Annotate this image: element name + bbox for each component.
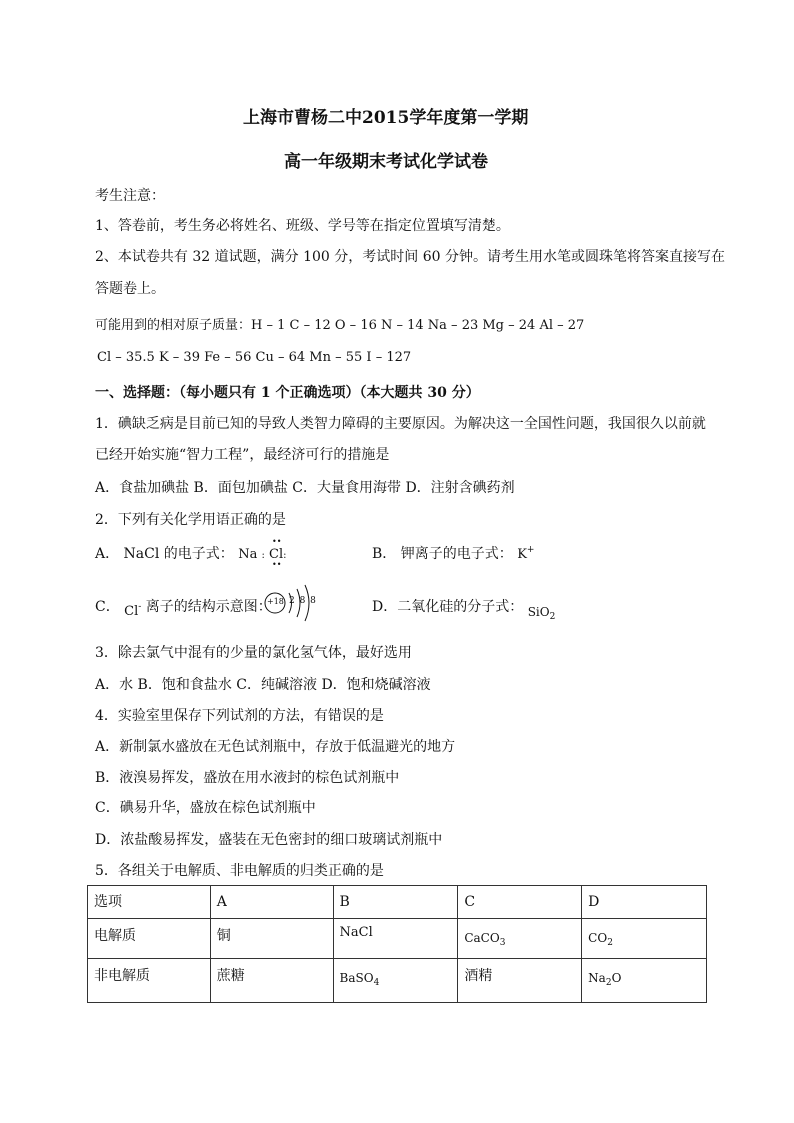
q2-option-c-label: C． <box>95 599 120 615</box>
table-cell: 电解质 <box>88 919 211 959</box>
table-cell: NaCl <box>333 919 458 959</box>
co2-formula: CO <box>588 931 608 945</box>
table-cell: 酒精 <box>458 959 582 1003</box>
exam-title-1: 上海市曹杨二中2015学年度第一学期 <box>243 108 529 128</box>
q2-option-a <box>95 537 287 569</box>
table-cell: 非电解质 <box>88 959 211 1003</box>
table-header-cell: 选项 <box>88 886 211 919</box>
table-header-cell: C <box>458 886 582 919</box>
table-cell: 蔗糖 <box>210 959 333 1003</box>
table-header-cell: D <box>582 886 707 919</box>
q1-stem-b: 已经开始实施“智力工程”，最经济可行的措施是 <box>95 447 390 463</box>
na-symbol: Na <box>238 547 258 562</box>
sio2-formula <box>527 605 556 622</box>
table-cell <box>582 919 707 959</box>
notice-item-2b: 答题卷上。 <box>95 281 165 297</box>
notice-item-2a: 2、本试卷共有 32 道试题，满分 100 分，考试时间 60 分钟。请考生用水笔或圆珠笔将答案直接写在 <box>95 249 725 265</box>
table-cell <box>333 959 458 1003</box>
notice-item-1: 1、答卷前，考生务必将姓名、班级、学号等在指定位置填写清楚。 <box>95 218 510 234</box>
atomic-masses-line-2: Cl – 35.5 K – 39 Fe – 56 Cu – 64 Mn – 55 I – 127 <box>97 350 412 365</box>
section-1-heading: 一、选择题：（每小题只有 1 个正确选项）（本大题共 30 分） <box>95 385 480 401</box>
q1-options: A．食盐加碘盐 B．面包加碘盐 C．大量食用海带 D．注射含碘药剂 <box>95 480 515 496</box>
table-header-row <box>88 886 707 919</box>
q2-option-d <box>372 596 556 622</box>
atomic-masses-line-1: 可能用到的相对原子质量：H – 1 C – 12 O – 16 N – 14 Na – 23 Mg – 24 Al – 27 <box>95 318 585 333</box>
table-cell <box>458 919 582 959</box>
q4-option-b: B．液溴易挥发，盛放在用水液封的棕色试剂瓶中 <box>95 770 400 786</box>
cl-ion-charge-icon: - <box>138 602 142 612</box>
table-cell: $Na_2O$ <box>582 959 707 1003</box>
cl-ion-label <box>124 604 141 619</box>
electron-dots-bottom-icon: •• <box>272 560 282 569</box>
cl-ion-symbol: Cl <box>124 604 139 619</box>
q2-option-b-label: B． 钾离子的电子式： <box>372 546 513 562</box>
q3-options: A．水 B．饱和食盐水 C．纯碱溶液 D．饱和烧碱溶液 <box>95 677 431 693</box>
q2-option-c <box>95 596 272 619</box>
q4-option-c: C．碘易升华，盛放在棕色试剂瓶中 <box>95 800 316 816</box>
table-header-cell: B <box>333 886 458 919</box>
k-symbol: K <box>517 547 527 562</box>
table-row <box>88 959 707 1003</box>
cl-lewis-symbol <box>269 537 287 569</box>
q2-option-b <box>372 543 534 563</box>
k-ion-formula <box>517 547 534 562</box>
table-header-cell: A <box>210 886 333 919</box>
q4-stem: 4．实验室里保存下列试剂的方法，有错误的是 <box>95 708 384 724</box>
subscript-2: 2 <box>607 938 613 948</box>
q2-option-a-label: A． NaCl 的电子式： <box>95 546 234 562</box>
q3-stem: 3．除去氯气中混有的少量的氯化氢气体，最好选用 <box>95 645 412 661</box>
table-row <box>88 919 707 959</box>
electron-pair-icon: : <box>261 550 265 561</box>
q2-stem: 2．下列有关化学用语正确的是 <box>95 512 286 528</box>
k-charge-icon: + <box>526 545 535 555</box>
q2-option-c-text: 离子的结构示意图： <box>145 599 272 615</box>
electron-pair-right-icon: : <box>283 550 287 561</box>
q2-option-d-label: D．二氧化硅的分子式： <box>372 599 524 615</box>
table-cell: 铜 <box>210 919 333 959</box>
electron-shells: 2 8 8 <box>289 596 317 606</box>
na2o-formula: Na <box>588 971 606 985</box>
caco3-formula: CaCO <box>464 931 500 945</box>
subscript-2: 2 <box>605 978 612 988</box>
electron-dots-top-icon: •• <box>272 537 282 546</box>
subscript-3: 3 <box>499 938 506 948</box>
subscript-2: 2 <box>549 612 556 622</box>
subscript-4: 4 <box>373 978 380 988</box>
baso4-formula: BaSO <box>339 971 374 985</box>
cl-ion-structure-diagram <box>262 583 322 623</box>
q4-option-a: A．新制氯水盛放在无色试剂瓶中，存放于低温避光的地方 <box>95 739 456 755</box>
q5-classification-table <box>87 885 707 1003</box>
q4-option-d: D．浓盐酸易挥发，盛装在无色密封的细口玻璃试剂瓶中 <box>95 832 443 848</box>
q5-stem: 5．各组关于电解质、非电解质的归类正确的是 <box>95 863 384 879</box>
nacl-electron-formula <box>238 537 287 569</box>
sio-symbol: SiO <box>527 605 550 619</box>
notice-heading: 考生注意： <box>95 188 165 204</box>
exam-title-2: 高一年级期末考试化学试卷 <box>284 152 488 172</box>
q1-stem-a: 1．碘缺乏病是目前已知的导致人类智力障碍的主要原因。为解决这一全国性问题，我国很久以前就 <box>95 416 706 432</box>
cl-symbol: Cl <box>269 547 284 562</box>
nucleus-charge: +18 <box>267 597 284 606</box>
